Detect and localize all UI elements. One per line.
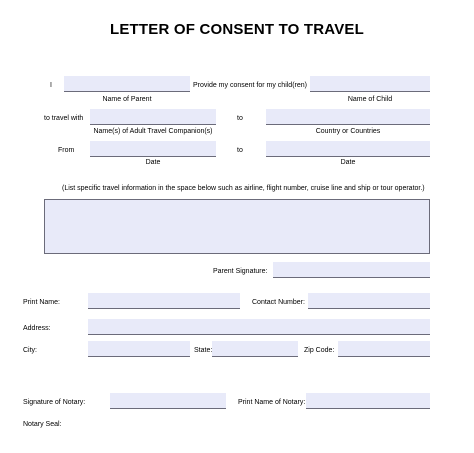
zip-code-field[interactable] <box>338 341 430 357</box>
child-name-field[interactable] <box>310 76 430 92</box>
state-label: State: <box>194 347 213 354</box>
notary-seal-label: Notary Seal: <box>23 421 62 428</box>
name-of-parent-caption: Name of Parent <box>102 96 152 103</box>
country-caption: Country or Countries <box>315 128 381 135</box>
print-name-field[interactable] <box>88 293 240 309</box>
to-date-field[interactable] <box>266 141 430 157</box>
name-of-child-caption: Name of Child <box>347 96 393 103</box>
from-date-caption: Date <box>145 159 161 166</box>
state-field[interactable] <box>212 341 298 357</box>
i-label: I <box>50 82 52 89</box>
country-field[interactable] <box>266 109 430 125</box>
address-field[interactable] <box>88 319 430 335</box>
print-name-of-notary-label: Print Name of Notary: <box>238 399 306 406</box>
print-name-label: Print Name: <box>23 299 60 306</box>
contact-number-label: Contact Number: <box>252 299 305 306</box>
notary-print-name-field[interactable] <box>306 393 430 409</box>
signature-of-notary-label: Signature of Notary: <box>23 399 86 406</box>
from-label: From <box>58 147 75 154</box>
companion-caption: Name(s) of Adult Travel Companion(s) <box>93 128 213 135</box>
instructions-text: (List specific travel information in the space below such as airline, flight number, cruise line and ship or tour operator.) <box>62 185 425 192</box>
to-date-label: to <box>237 147 243 154</box>
parent-name-field[interactable] <box>64 76 190 92</box>
zip-code-label: Zip Code: <box>304 347 335 354</box>
contact-number-field[interactable] <box>308 293 430 309</box>
city-field[interactable] <box>88 341 190 357</box>
city-label: City: <box>23 347 37 354</box>
provide-consent-label: Provide my consent for my child(ren) <box>193 82 307 89</box>
parent-signature-field[interactable] <box>273 262 430 278</box>
parent-signature-label: Parent Signature: <box>213 268 268 275</box>
companion-field[interactable] <box>90 109 216 125</box>
from-date-field[interactable] <box>90 141 216 157</box>
to-date-caption: Date <box>340 159 356 166</box>
notary-signature-field[interactable] <box>110 393 226 409</box>
to-label: to <box>237 115 243 122</box>
to-travel-with-label: to travel with <box>44 115 84 122</box>
address-label: Address: <box>23 325 51 332</box>
form-title: LETTER OF CONSENT TO TRAVEL <box>109 21 364 38</box>
travel-info-textarea[interactable] <box>44 199 430 254</box>
